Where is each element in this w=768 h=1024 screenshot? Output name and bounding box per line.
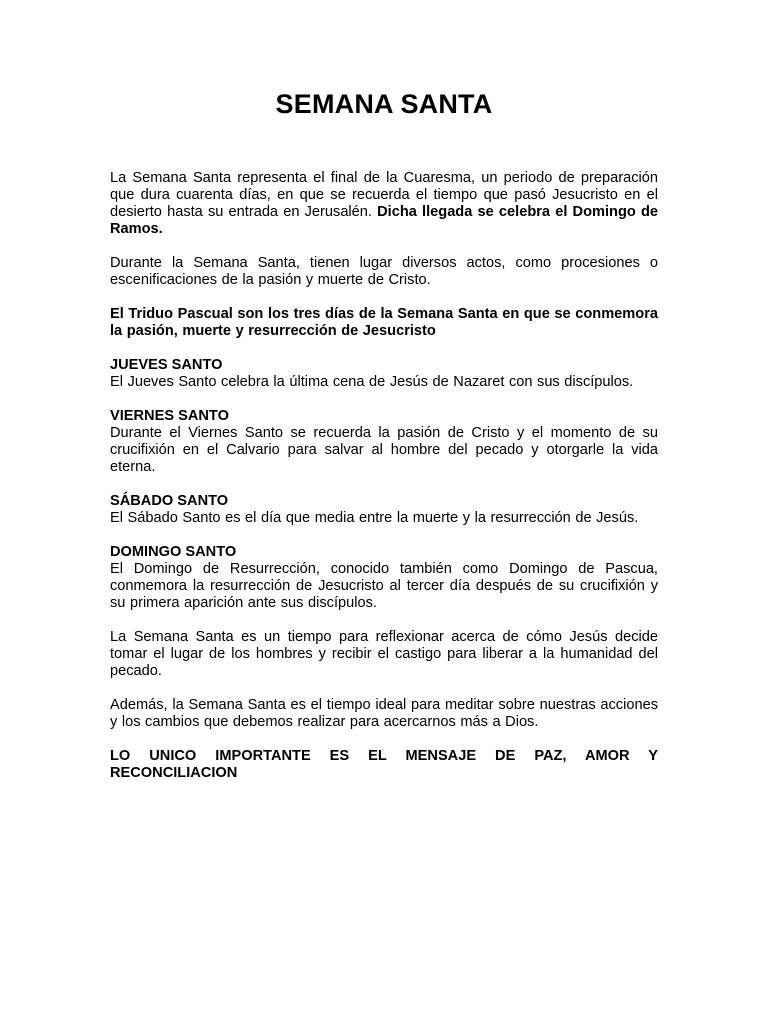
triduo-paragraph: El Triduo Pascual son los tres días de la Semana Santa en que se conmemora la pasión, muerte y resurrección de Jesucristo <box>110 306 658 339</box>
section-text: Durante el Viernes Santo se recuerda la pasión de Cristo y el momento de su crucifixión en el Calvario para salvar al hombre del pecado y otorgarle la vida eterna. <box>110 425 658 475</box>
meditation-paragraph: Además, la Semana Santa es el tiempo ideal para meditar sobre nuestras acciones y los cambios que debemos realizar para acercarnos más a Dios. <box>110 697 658 730</box>
intro-text: La Semana Santa representa el final de la Cuaresma, un periodo de preparación que dura cuarenta días, en que se recuerda el tiempo que pasó Jesucristo en el desierto hasta su entrada en Jerusalén. <box>110 170 658 220</box>
intro-bold-text: Dicha llegada se celebra el Domingo de Ramos. <box>110 204 658 237</box>
closing-line-1: LO UNICO IMPORTANTE ES EL MENSAJE DE PAZ, AMOR Y <box>110 748 658 764</box>
section-domingo-santo <box>110 544 658 612</box>
closing-statement <box>110 748 658 782</box>
section-viernes-santo <box>110 408 658 476</box>
document-page <box>110 0 658 782</box>
section-text: El Jueves Santo celebra la última cena de Jesús de Nazaret con sus discípulos. <box>110 374 634 390</box>
section-heading: VIERNES SANTO <box>110 408 229 424</box>
section-text: El Sábado Santo es el día que media entre la muerte y la resurrección de Jesús. <box>110 510 639 526</box>
section-jueves-santo <box>110 357 658 391</box>
section-heading: SÁBADO SANTO <box>110 493 229 509</box>
closing-line-2: RECONCILIACION <box>110 765 238 781</box>
section-text: El Domingo de Resurrección, conocido también como Domingo de Pascua, conmemora la resurrección de Jesucristo al tercer día después de su crucifixión y su primera aparición ante sus discípulos. <box>110 561 658 611</box>
section-sabado-santo <box>110 493 658 527</box>
section-heading: JUEVES SANTO <box>110 357 223 373</box>
section-heading: DOMINGO SANTO <box>110 544 237 560</box>
page-title: SEMANA SANTA <box>275 89 493 119</box>
acts-paragraph: Durante la Semana Santa, tienen lugar diversos actos, como procesiones o escenificaciones de la pasión y muerte de Cristo. <box>110 255 658 288</box>
intro-paragraph <box>110 170 658 238</box>
reflection-paragraph: La Semana Santa es un tiempo para reflexionar acerca de cómo Jesús decide tomar el lugar de los hombres y recibir el castigo para liberar a la humanidad del pecado. <box>110 629 658 679</box>
